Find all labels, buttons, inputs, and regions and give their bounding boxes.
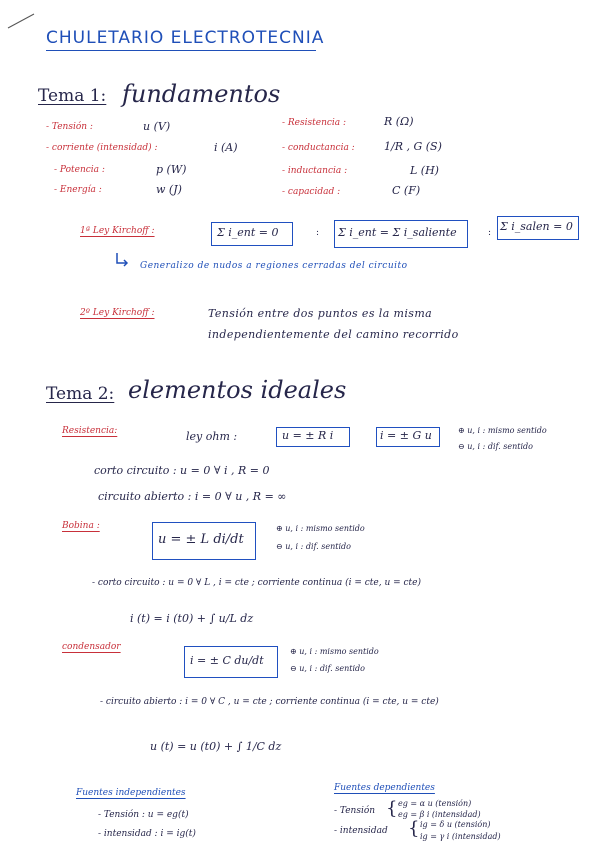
kirchhoff1-sep2: : [488,228,492,238]
tema2-subtitle: elementos ideales [128,376,347,404]
t1-right-3-value: C (F) [392,184,421,197]
kirchhoff2-line1: Tensión entre dos puntos es la misma [208,307,433,320]
condensador-abierto: - circuito abierto : i = 0 ∀ C , u = cte ; corriente continua (i = cte, u = cte) [100,697,439,707]
kirchhoff1-note: Generalizo de nudos a regiones cerradas del circuito [140,261,408,271]
tema1-subtitle: fundamentos [122,80,281,108]
resistencia-corto: corto circuito : u = 0 ∀ i , R = 0 [94,464,270,477]
kirchhoff2-label: 2º Ley Kirchoff : [80,308,155,318]
resistencia-sign-minus: ⊖ u, i : dif. sentido [458,442,533,451]
t1-right-0-label: - Resistencia : [282,118,347,128]
fuentes-dep-tension-b: eg = β i (intensidad) [398,810,481,819]
t1-right-2-label: - inductancia : [282,166,348,176]
bobina-label: Bobina : [62,521,100,531]
resistencia-eq1: u = ± R i [282,429,334,442]
condensador-integral: u (t) = u (t0) + ∫ 1/C dz [150,740,282,753]
resistencia-abierto: circuito abierto : i = 0 ∀ u , R = ∞ [98,490,287,503]
condensador-sign-plus: ⊕ u, i : mismo sentido [290,647,379,656]
fuentes-dep-tension: - Tensión [334,806,376,816]
t1-left-2-value: p (W) [156,163,187,176]
kirchhoff1-label: 1ª Ley Kirchoff : [80,226,155,236]
resistencia-sign-plus: ⊕ u, i : mismo sentido [458,426,547,435]
t1-left-1-value: i (A) [214,141,238,154]
fuentes-dep-intensidad-brace: { [408,818,420,839]
t1-right-3-label: - capacidad : [282,187,341,197]
kirchhoff1-eq1: Σ i_ent = 0 [217,226,279,239]
kirchhoff1-eq3: Σ i_salen = 0 [500,220,573,233]
condensador-eq: i = ± C du/dt [190,654,264,667]
t1-left-3-value: w (J) [156,183,182,196]
resistencia-eq2: i = ± G u [380,429,432,442]
kirchhoff1-eq2: Σ i_ent = Σ i_saliente [338,226,457,239]
fuentes-dep-tension-brace: { [386,798,398,819]
bobina-eq: u = ± L di/dt [158,532,244,547]
t1-left-3-label: - Energía : [54,185,102,195]
t1-right-1-value: 1/R , G (S) [384,140,442,153]
page-title: CHULETARIO ELECTROTECNIA [46,28,325,48]
resistencia-ley: ley ohm : [186,430,238,443]
fuentes-dep-intensidad-b: ig = γ i (intensidad) [420,832,501,841]
kirchhoff1-sep1: : [316,228,320,238]
fuentes-dep-intensidad-a: ig = δ u (tensión) [420,820,491,829]
t1-left-1-label: - corriente (intensidad) : [46,143,158,153]
condensador-label: condensador [62,642,121,652]
fuentes-dep-tension-a: eg = α u (tensión) [398,799,472,808]
t1-right-0-value: R (Ω) [384,115,414,128]
tema1-heading: Tema 1: [38,86,107,106]
t1-left-0-label: - Tensión : [46,122,93,132]
bobina-sign-plus: ⊕ u, i : mismo sentido [276,524,365,533]
fuentes-dep-label: Fuentes dependientes [334,783,435,793]
arrow-icon [114,252,130,268]
fuentes-ind-label: Fuentes independientes [76,788,186,798]
tema2-heading: Tema 2: [46,384,115,404]
fuentes-ind-intensidad: - intensidad : i = ig(t) [98,829,196,839]
condensador-sign-minus: ⊖ u, i : dif. sentido [290,664,365,673]
t1-right-1-label: - conductancia : [282,143,355,153]
t1-left-0-value: u (V) [143,120,171,133]
title-underline [46,50,316,51]
t1-left-2-label: - Potencia : [54,165,105,175]
bobina-integral: i (t) = i (t0) + ∫ u/L dz [130,612,254,625]
pencil-mark [6,10,36,30]
fuentes-ind-tension: - Tensión : u = eg(t) [98,810,189,820]
fuentes-dep-intensidad: - intensidad [334,826,388,836]
resistencia-label: Resistencia: [62,426,118,436]
t1-right-2-value: L (H) [410,164,439,177]
kirchhoff2-line2: independientemente del camino recorrido [208,328,459,341]
bobina-sign-minus: ⊖ u, i : dif. sentido [276,542,351,551]
bobina-corto: - corto circuito : u = 0 ∀ L , i = cte ; corriente continua (i = cte, u = cte) [92,578,422,588]
